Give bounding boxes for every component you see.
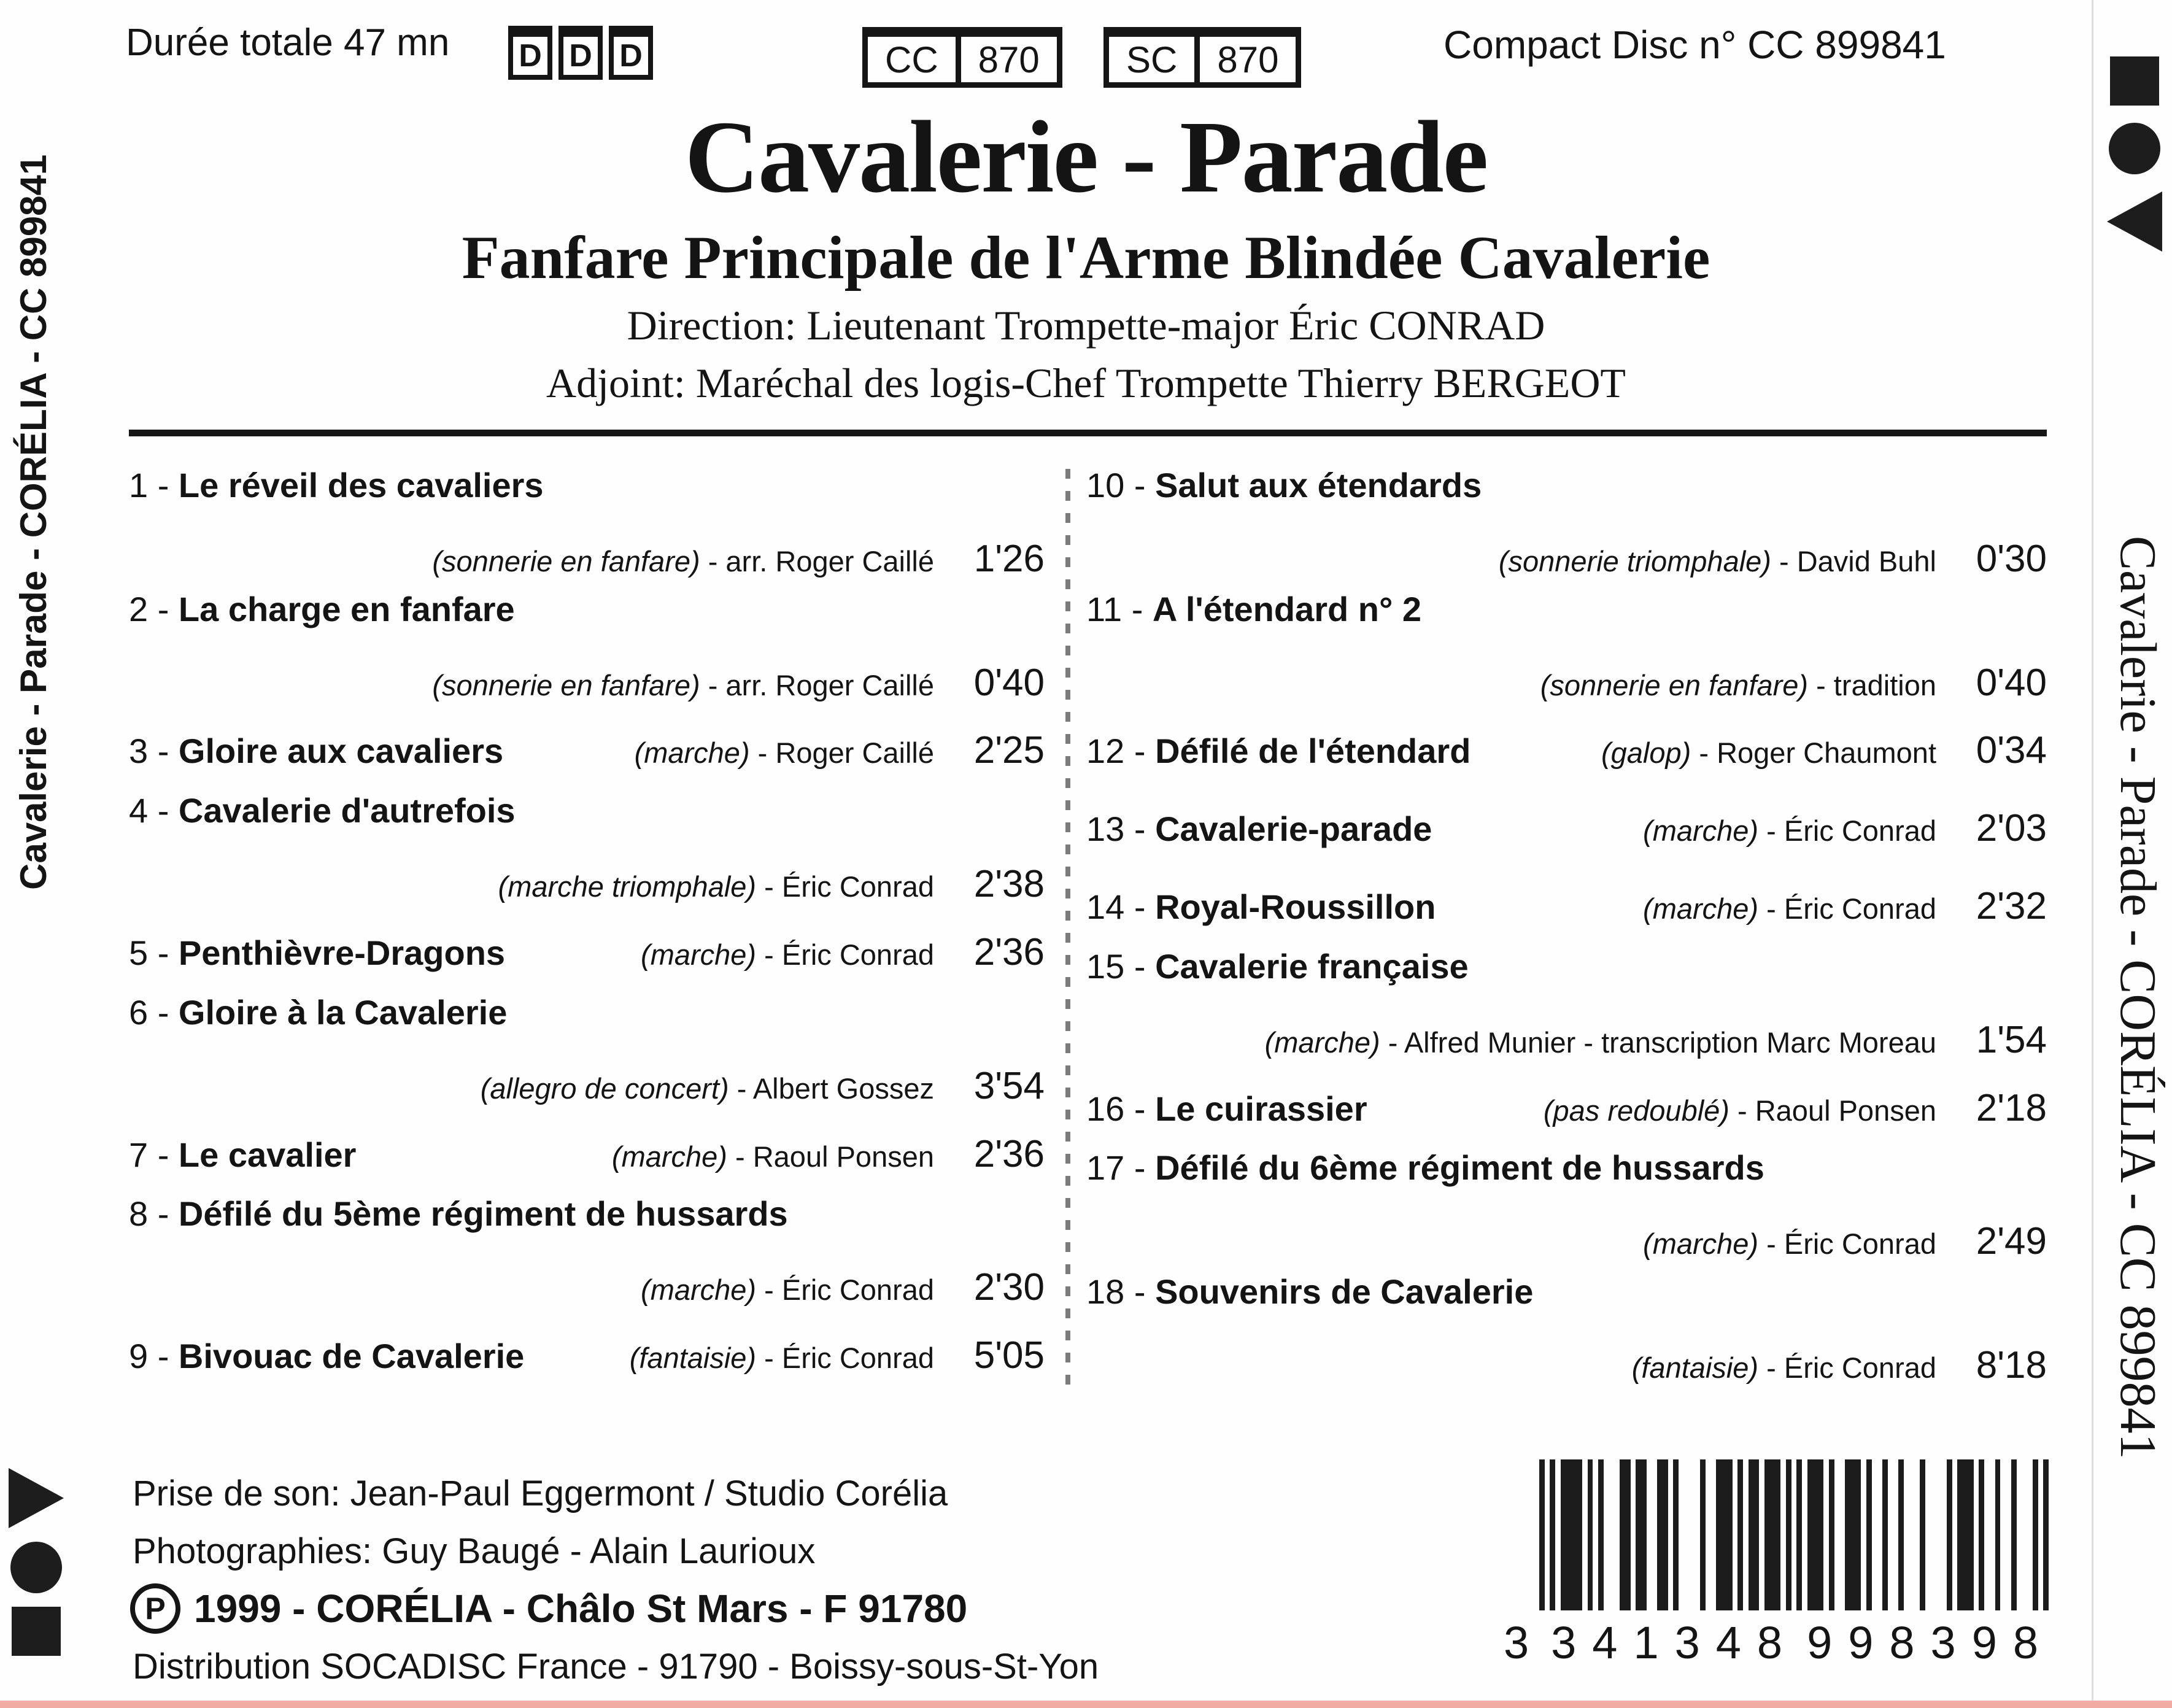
barcode-bar <box>1636 1459 1646 1610</box>
track-genre: (sonnerie triomphale) <box>1498 544 1771 578</box>
track-detail <box>630 1341 934 1375</box>
distribution-credit: Distribution SOCADISC France - 91790 - Boissy-sous-St-Yon <box>133 1647 1099 1687</box>
track-title-line <box>1086 589 2047 629</box>
track-composer: - Raoul Ponsen <box>727 1140 934 1173</box>
barcode-bar <box>1947 1459 1952 1610</box>
column-divider <box>1065 469 1070 1388</box>
track-number: 4 - <box>129 791 179 830</box>
adjoint-credit: Adjoint: Maréchal des logis-Chef Trompette Thierry BERGEOT <box>546 360 1626 406</box>
phonogram-letter: P <box>145 1591 166 1626</box>
barcode-bar <box>1796 1459 1802 1610</box>
track-list <box>129 464 2047 1394</box>
track-detail-line <box>1086 1018 2047 1062</box>
track-detail <box>1643 814 1936 848</box>
copyright-text: 1999 - CORÉLIA - Châlo St Mars - F 91780 <box>194 1586 968 1631</box>
spine-text-right: Cavalerie - Parade - CORÉLIA - CC 899841 <box>2109 535 2166 1459</box>
header-divider-rule <box>129 430 2047 436</box>
track-time: 0'40 <box>1976 661 2047 704</box>
corelia-logo-bottom-left <box>9 1468 64 1656</box>
track-column-right <box>1086 464 2047 1394</box>
track-number: 16 - <box>1086 1089 1156 1128</box>
track-time: 2'30 <box>973 1266 1045 1309</box>
track-composer: - Éric Conrad <box>1758 1227 1936 1261</box>
track-detail-line <box>129 537 1045 581</box>
code-label: SC <box>1126 39 1178 80</box>
track-detail <box>1265 1026 1936 1059</box>
track-genre: (sonnerie en fanfare) <box>1540 668 1809 701</box>
track-time: 0'40 <box>973 661 1045 704</box>
catalog-code-box-cc <box>862 27 1062 88</box>
track-detail <box>1540 668 1936 702</box>
track-title-line <box>129 728 1045 772</box>
track-row <box>1086 1146 2047 1270</box>
track-title-line <box>129 992 1045 1032</box>
track-genre: (pas redoublé) <box>1543 1094 1729 1127</box>
track-detail-line <box>1086 661 2047 705</box>
track-title-line <box>1086 1148 2047 1188</box>
track-row <box>1086 464 2047 588</box>
spine-text-left: Cavalerie - Parade - CORÉLIA - CC 899841 <box>13 154 54 891</box>
track-row <box>129 991 1045 1115</box>
track-row <box>129 1316 1045 1394</box>
barcode-bar <box>1657 1459 1668 1610</box>
barcode-bar <box>2011 1459 2017 1610</box>
track-genre: (sonnerie en fanfare) <box>432 668 700 701</box>
track-title-line <box>1086 1272 2047 1312</box>
track-number: 6 - <box>129 992 179 1032</box>
track-title: La charge en fanfare <box>178 589 515 628</box>
track-detail-line <box>1086 1219 2047 1263</box>
track-genre: (galop) <box>1601 736 1691 770</box>
track-detail-line <box>129 1064 1045 1108</box>
track-number: 9 - <box>129 1337 179 1376</box>
track-title: Penthièvre-Dragons <box>178 933 506 973</box>
track-time: 2'32 <box>1976 885 2047 928</box>
square-icon <box>12 1607 61 1656</box>
track-detail <box>1499 544 1936 578</box>
track-composer: - Éric Conrad <box>756 1273 934 1307</box>
barcode-bar <box>1882 1459 1888 1610</box>
barcode-bar <box>1957 1459 1973 1610</box>
track-row <box>1086 789 2047 867</box>
track-title-line <box>1086 806 2047 850</box>
track-detail <box>1643 892 1936 925</box>
disc-number: Compact Disc n° CC 899841 <box>1443 23 1946 67</box>
ensemble-name: Fanfare Principale de l'Arme Blindée Cavalerie <box>462 223 1710 292</box>
track-detail <box>1601 736 1936 770</box>
track-number: 13 - <box>1086 810 1156 849</box>
track-time: 1'26 <box>973 537 1045 580</box>
barcode-bar <box>1995 1459 2001 1610</box>
barcode-bar <box>1716 1459 1732 1610</box>
track-title: Le cavalier <box>178 1135 357 1174</box>
barcode-bar <box>1700 1459 1706 1610</box>
track-title-line <box>1086 728 2047 772</box>
track-time: 8'18 <box>1976 1344 2047 1387</box>
track-genre: (marche) <box>611 1140 727 1173</box>
track-title: Gloire à la Cavalerie <box>178 992 508 1032</box>
corelia-logo-top-right <box>2107 56 2162 252</box>
track-time: 2'49 <box>1976 1220 2047 1263</box>
track-row <box>129 464 1045 588</box>
barcode-bar <box>1829 1459 1834 1610</box>
code-label: CC <box>885 39 938 80</box>
track-composer: - Éric Conrad <box>1758 814 1936 848</box>
ddd-box-icon <box>558 26 603 80</box>
track-composer: - Albert Gossez <box>729 1072 934 1105</box>
track-column-left <box>129 464 1045 1394</box>
track-composer: - Roger Caillé <box>749 736 934 770</box>
barcode-right-group: 998398 <box>1807 1617 2055 1668</box>
barcode-bar <box>2033 1459 2038 1610</box>
track-title-line <box>129 1334 1045 1377</box>
barcode-bar <box>1764 1459 1780 1610</box>
track-composer: - Roger Chaumont <box>1691 736 1936 770</box>
track-genre: (sonnerie en fanfare) <box>432 544 700 578</box>
track-genre: (fantaisie) <box>629 1342 757 1375</box>
code-value: 870 <box>1194 37 1296 82</box>
photo-credit: Photographies: Guy Baugé - Alain Laurioux <box>133 1531 816 1571</box>
track-genre: (marche) <box>634 736 750 770</box>
ddd-box-icon <box>508 26 552 80</box>
track-title: Cavalerie-parade <box>1155 810 1432 849</box>
track-composer: - David Buhl <box>1771 544 1936 578</box>
track-detail <box>432 668 934 702</box>
track-number: 1 - <box>129 466 179 504</box>
track-row <box>129 1115 1045 1193</box>
code-value: 870 <box>956 37 1057 82</box>
barcode-bar <box>2043 1459 2049 1610</box>
track-composer: - arr. Roger Caillé <box>700 668 934 701</box>
track-row <box>1086 867 2047 945</box>
track-detail <box>432 544 934 578</box>
track-composer: - Éric Conrad <box>756 1342 934 1375</box>
track-row <box>1086 588 2047 712</box>
scan-edge-strip <box>0 1701 2172 1708</box>
ddd-letter: D <box>569 38 592 74</box>
track-time: 2'03 <box>1976 807 2047 850</box>
square-icon <box>2110 56 2159 106</box>
track-detail <box>1643 1227 1936 1261</box>
barcode-bar <box>1539 1459 1545 1610</box>
track-title: Royal-Roussillon <box>1155 887 1436 927</box>
track-row <box>129 913 1045 991</box>
track-detail-line <box>1086 537 2047 581</box>
track-genre: (marche triomphale) <box>498 870 757 903</box>
track-genre: (marche) <box>1643 1227 1759 1261</box>
barcode-bar <box>1561 1459 1582 1610</box>
track-title-line <box>129 1194 1045 1234</box>
triangle-left-icon <box>2107 191 2162 252</box>
copyright-line <box>130 1583 967 1634</box>
triangle-right-icon <box>9 1468 64 1528</box>
track-title-line <box>129 589 1045 629</box>
track-number: 7 - <box>129 1135 179 1174</box>
track-title: Défilé de l'étendard <box>1155 732 1471 771</box>
track-detail <box>1632 1351 1936 1385</box>
barcode-bar <box>1550 1459 1555 1610</box>
track-title-line <box>129 790 1045 830</box>
track-composer: - Alfred Munier - transcription Marc Moreau <box>1380 1026 1936 1059</box>
track-time: 5'05 <box>973 1334 1045 1377</box>
ddd-logo <box>508 26 653 80</box>
circle-icon <box>10 1542 62 1593</box>
track-title: Le réveil des cavaliers <box>178 466 544 504</box>
barcode-bar <box>1588 1459 1593 1610</box>
track-composer: - Éric Conrad <box>1758 1351 1936 1385</box>
ddd-letter: D <box>619 38 643 74</box>
track-row <box>1086 1270 2047 1394</box>
track-time: 1'54 <box>1976 1018 2047 1061</box>
track-number: 14 - <box>1086 887 1156 927</box>
track-genre: (marche) <box>641 1273 757 1307</box>
barcode-left-group: 341348 <box>1551 1617 1799 1668</box>
barcode-bars <box>1539 1459 2049 1610</box>
barcode-bar <box>1807 1459 1823 1610</box>
barcode-bar <box>1845 1459 1861 1610</box>
track-composer: - tradition <box>1808 668 1936 701</box>
track-detail <box>641 1273 934 1307</box>
track-genre: (fantaisie) <box>1631 1351 1759 1385</box>
barcode-bar <box>1979 1459 1984 1610</box>
track-composer: - Éric Conrad <box>756 870 934 903</box>
barcode-digits <box>1504 1617 2055 1668</box>
track-time: 2'36 <box>973 931 1045 974</box>
spine-fold-line <box>2092 0 2093 1708</box>
track-title: Bivouac de Cavalerie <box>178 1337 525 1376</box>
track-detail-line <box>129 862 1045 906</box>
circle-icon <box>2109 123 2160 174</box>
track-time: 2'25 <box>973 729 1045 772</box>
sound-credit: Prise de son: Jean-Paul Eggermont / Studio Corélia <box>133 1474 948 1513</box>
track-row <box>129 712 1045 790</box>
track-title: Souvenirs de Cavalerie <box>1155 1272 1534 1312</box>
track-title-line <box>1086 884 2047 928</box>
track-row <box>1086 945 2047 1069</box>
track-detail <box>641 938 934 972</box>
barcode-bar <box>1737 1459 1743 1610</box>
ean-barcode <box>1504 1459 2055 1668</box>
track-detail <box>1544 1094 1936 1127</box>
barcode-first-digit: 3 <box>1504 1617 1529 1668</box>
track-row <box>1086 712 2047 790</box>
barcode-bar <box>1920 1459 1925 1610</box>
track-title: Défilé du 6ème régiment de hussards <box>1155 1148 1764 1188</box>
track-number: 5 - <box>129 933 179 973</box>
track-number: 12 - <box>1086 732 1156 771</box>
track-genre: (marche) <box>1643 892 1759 925</box>
track-number: 2 - <box>129 589 179 628</box>
track-number: 15 - <box>1086 946 1156 986</box>
track-title-line <box>1086 465 2047 505</box>
track-row <box>1086 1069 2047 1147</box>
barcode-bar <box>1620 1459 1630 1610</box>
track-title: Cavalerie française <box>1155 946 1469 986</box>
phonogram-copyright-icon <box>130 1583 180 1634</box>
track-title-line <box>129 930 1045 974</box>
barcode-bar <box>1866 1459 1872 1610</box>
track-time: 2'38 <box>973 863 1045 906</box>
track-genre: (marche) <box>641 938 757 972</box>
track-time: 0'30 <box>1976 537 2047 580</box>
barcode-bar <box>1749 1459 1759 1610</box>
track-detail-line <box>1086 1343 2047 1387</box>
track-composer: - Raoul Ponsen <box>1729 1094 1936 1127</box>
track-number: 8 - <box>129 1194 179 1234</box>
ddd-letter: D <box>519 38 542 74</box>
track-composer: - arr. Roger Caillé <box>700 544 934 578</box>
track-title-line <box>1086 1086 2047 1130</box>
track-title-line <box>129 1132 1045 1176</box>
track-row <box>129 588 1045 712</box>
track-time: 0'34 <box>1976 729 2047 772</box>
track-detail <box>481 1072 934 1105</box>
track-detail-line <box>129 661 1045 705</box>
track-title: A l'étendard n° 2 <box>1152 589 1422 628</box>
track-title-line <box>129 465 1045 505</box>
track-detail-line <box>129 1266 1045 1309</box>
track-composer: - Éric Conrad <box>1758 892 1936 925</box>
track-genre: (allegro de concert) <box>480 1072 729 1105</box>
track-title: Défilé du 5ème régiment de hussards <box>178 1194 788 1234</box>
track-title: Gloire aux cavaliers <box>178 732 504 771</box>
track-time: 2'18 <box>1976 1086 2047 1129</box>
track-row <box>129 1192 1045 1316</box>
track-detail <box>635 736 934 770</box>
track-title: Salut aux étendards <box>1155 466 1482 504</box>
barcode-bar <box>1898 1459 1904 1610</box>
track-number: 10 - <box>1086 466 1156 504</box>
track-genre: (marche) <box>1643 814 1759 848</box>
ddd-box-icon <box>609 26 653 80</box>
track-detail <box>612 1140 934 1173</box>
album-title: Cavalerie - Parade <box>684 100 1488 214</box>
track-time: 2'36 <box>973 1132 1045 1175</box>
track-time: 3'54 <box>973 1064 1045 1107</box>
track-title: Le cuirassier <box>1155 1089 1367 1128</box>
track-title-line <box>1086 946 2047 986</box>
track-detail <box>498 870 934 903</box>
direction-credit: Direction: Lieutenant Trompette-major Éric CONRAD <box>627 302 1545 349</box>
track-number: 3 - <box>129 732 179 771</box>
total-duration: Durée totale 47 mn <box>126 21 450 64</box>
track-title: Cavalerie d'autrefois <box>178 791 516 830</box>
barcode-bar <box>1786 1459 1791 1610</box>
track-genre: (marche) <box>1264 1026 1380 1059</box>
track-row <box>129 789 1045 913</box>
barcode-bar <box>1598 1459 1604 1610</box>
track-number: 17 - <box>1086 1148 1156 1188</box>
barcode-bar <box>1673 1459 1679 1610</box>
catalog-code-box-sc <box>1103 27 1301 88</box>
track-number: 11 - <box>1086 589 1153 628</box>
track-number: 18 - <box>1086 1272 1156 1312</box>
track-composer: - Éric Conrad <box>756 938 934 972</box>
